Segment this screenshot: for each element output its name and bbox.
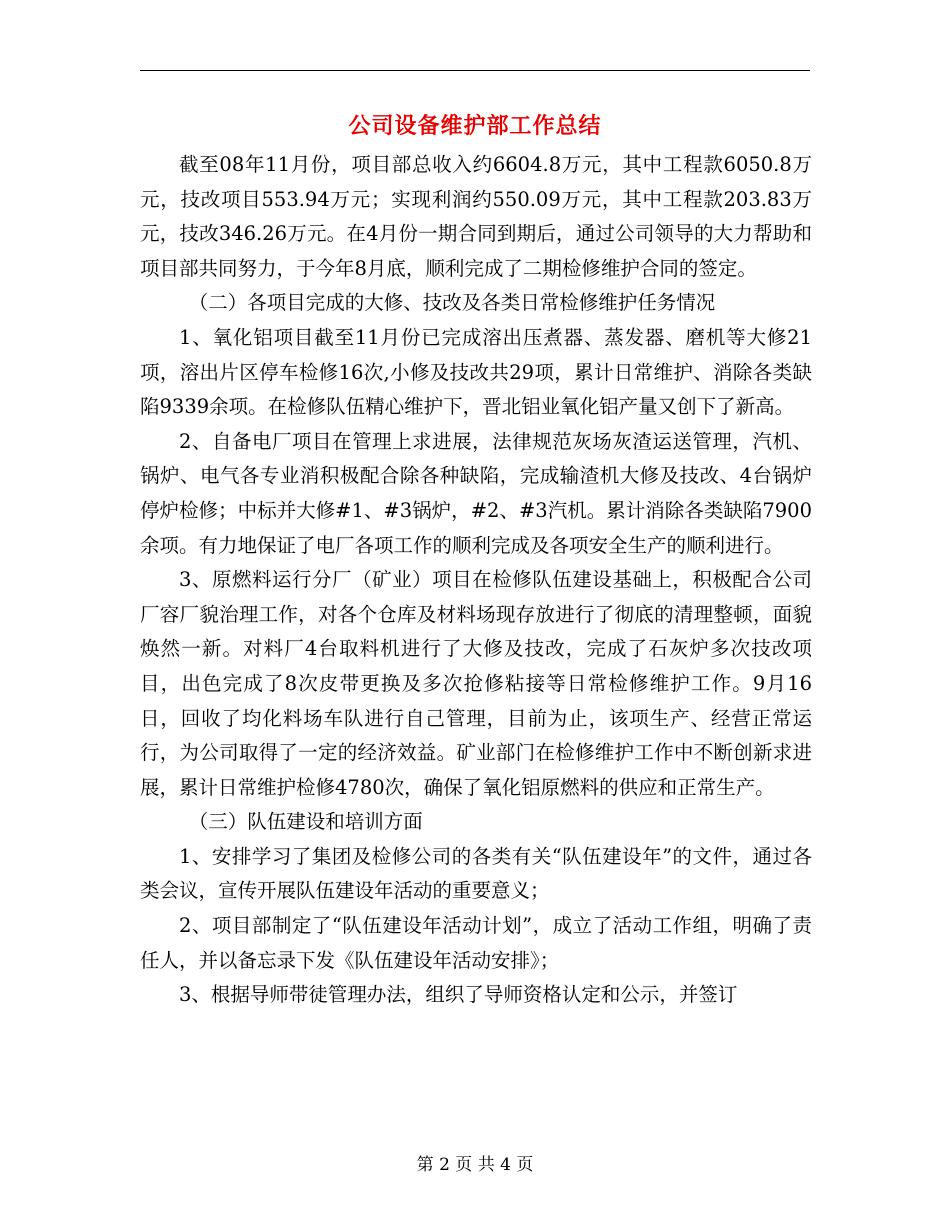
paragraph-team-building-3: 3、根据导师带徒管理办法，组织了导师资格认定和公示，并签订 [179, 983, 738, 1007]
section-heading-3: （三）队伍建设和培训方面 [188, 810, 423, 834]
paragraph-power-plant-project: 2、自备电厂项目在管理上求进展，法律规范灰场灰渣运送管理，汽机、锅炉、电气各专业消积极配合除各种缺陷，完成输渣机大修及技改、4台锅炉停炉检修；中标并大修#1、#3锅炉，#2、#3汽机。累计消除各类缺陷7900余项。有力地保证了电厂各项工作的顺利完成及各项安全生产的顺利进行。 [140, 429, 812, 557]
section-heading-2: （二）各项目完成的大修、技改及各类日常检修维护任务情况 [188, 291, 716, 315]
page-number: 第 2 页 共 4 页 [416, 1155, 534, 1175]
paragraph-team-building-1: 1、安排学习了集团及检修公司的各类有关“队伍建设年”的文件，通过各类会议，宣传开展队伍建设年活动的重要意义； [140, 844, 812, 903]
document-body [140, 148, 812, 1013]
paragraph-team-building-2: 2、项目部制定了“队伍建设年活动计划”，成立了活动工作组，明确了责任人，并以备忘录下发《队伍建设年活动安排》； [140, 914, 812, 972]
paragraph-alumina-project: 1、氧化铝项目截至11月份已完成溶出压煮器、蒸发器、磨机等大修21项，溶出片区停车检修16次,小修及技改共29项，累计日常维护、消除各类缺陷9339余项。在检修队伍精心维护下，晋北铝业氧化铝产量又创下了新高。 [140, 325, 812, 419]
document-title: 公司设备维护部工作总结 [348, 113, 602, 139]
paragraph-raw-fuel-project: 3、原燃料运行分厂（矿业）项目在检修队伍建设基础上，积极配合公司厂容厂貌治理工作，对各个仓库及材料场现存放进行了彻底的清理整顿，面貌焕然一新。对料厂4台取料机进行了大修及技改，完成了石灰炉多次技改项目，出色完成了8次皮带更换及多次抢修粘接等日常检修维护工作。9月16日，回收了均化料场车队进行自己管理，目前为止，该项生产、经营正常运行，为公司取得了一定的经济效益。矿业部门在检修维护工作中不断创新求进展，累计日常维护检修4780次，确保了氧化铝原燃料的供应和正常生产。 [140, 568, 812, 799]
paragraph-revenue-summary: 截至08年11月份，项目部总收入约6604.8万元，其中工程款6050.8万元，技改项目553.94万元；实现利润约550.09万元，其中工程款203.83万元，技改346.26万元。在4月份一期合同到期后，通过公司领导的大力帮助和项目部共同努力，于今年8月底，顺利完成了二期检修维护合同的签定。 [140, 153, 812, 280]
header-rule [140, 70, 810, 71]
